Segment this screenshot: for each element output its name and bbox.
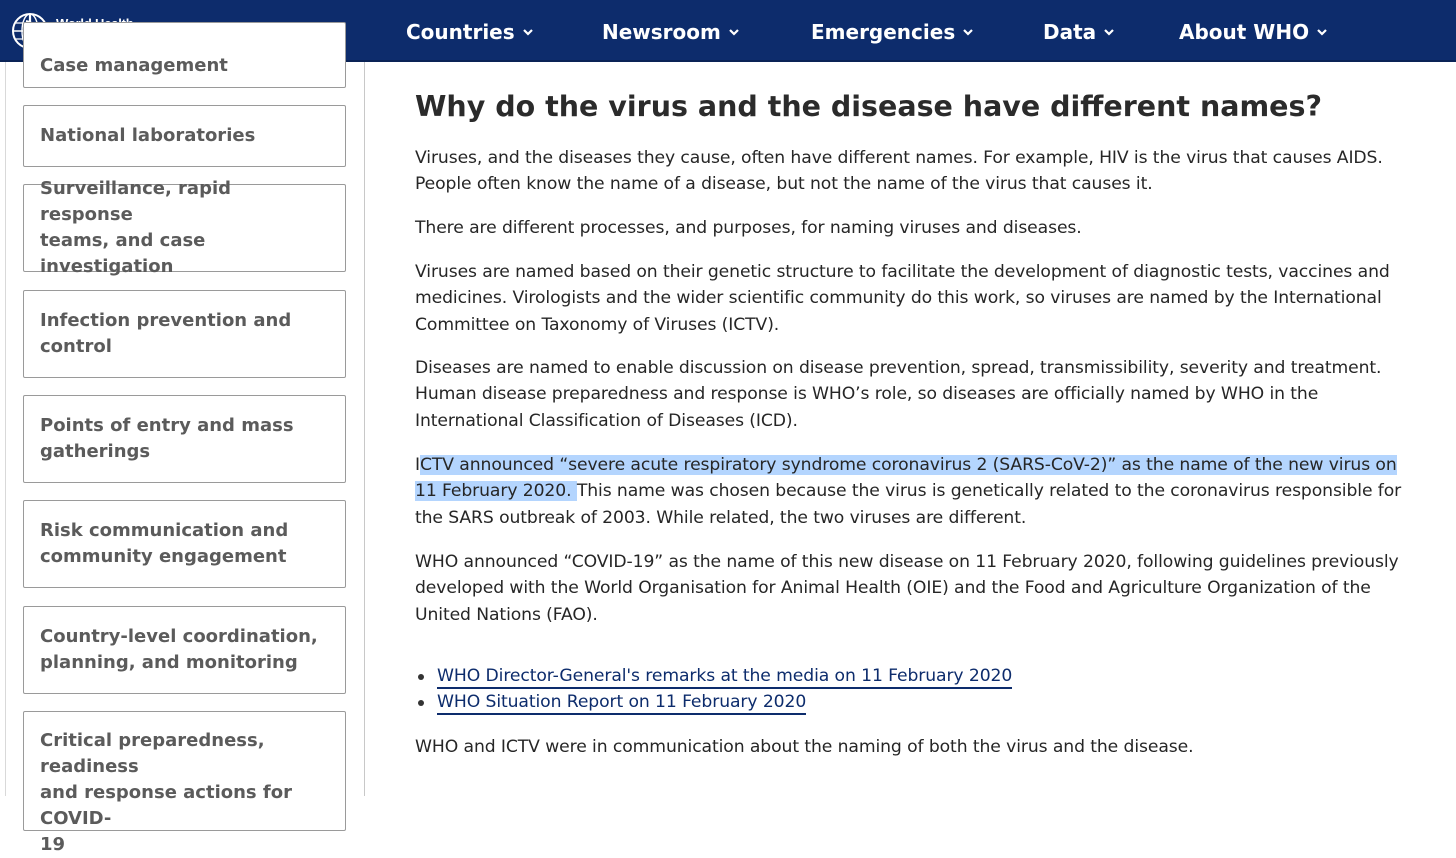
sidebar-item-label: Risk communication and: [40, 520, 289, 541]
nav-label: Newsroom: [602, 20, 721, 44]
nav-data[interactable]: [1043, 17, 1116, 47]
bullet-icon: [418, 700, 424, 706]
sidebar-item-label: control: [40, 336, 112, 357]
paragraph-5-start: I: [415, 455, 420, 475]
sidebar-item-country-coordination[interactable]: [23, 606, 346, 694]
sidebar: [0, 55, 365, 855]
sidebar-item-label: teams, and case investigation: [40, 230, 206, 277]
sidebar-item-text: [40, 413, 294, 465]
sidebar-item-label: Infection prevention and: [40, 310, 292, 331]
related-links-list: [415, 663, 1405, 715]
link-dg-remarks[interactable]: WHO Director-General's remarks at the media on 11 February 2020: [437, 666, 1012, 689]
sidebar-item-label: Points of entry and mass: [40, 415, 294, 436]
sidebar-item-label: gatherings: [40, 441, 151, 462]
nav-newsroom[interactable]: [602, 17, 741, 47]
selected-text-highlight[interactable]: CTV announced “severe acute respiratory syndrome coronavirus 2 (SARS-CoV-2)” as the name of the new virus on 11 February 2020.: [415, 455, 1397, 502]
chevron-down-icon: [1315, 25, 1329, 39]
nav-countries[interactable]: [406, 17, 535, 47]
sidebar-item-risk-communication[interactable]: [23, 500, 346, 588]
nav-about-who[interactable]: [1179, 17, 1329, 47]
sidebar-item-text: [40, 176, 329, 280]
nav-label: Emergencies: [811, 20, 956, 44]
nav-label: Countries: [406, 20, 515, 44]
sidebar-item-label: community engagement: [40, 546, 287, 567]
sidebar-item-infection-prevention[interactable]: [23, 290, 346, 378]
chevron-down-icon: [727, 25, 741, 39]
sidebar-item-label: Country-level coordination,: [40, 626, 318, 647]
sidebar-divider: [364, 62, 365, 796]
sidebar-item-case-management[interactable]: [23, 22, 346, 88]
sidebar-item-critical-preparedness[interactable]: [23, 711, 346, 855]
sidebar-item-text: [40, 308, 291, 360]
sidebar-item-national-laboratories[interactable]: [23, 105, 346, 167]
sidebar-item-surveillance[interactable]: [23, 178, 346, 277]
paragraph-1: Viruses, and the diseases they cause, often have different names. For example, HIV is the virus that causes AIDS. People often know the name of a disease, but not the name of the virus that causes it.: [415, 148, 1383, 195]
paragraph-5[interactable]: [415, 452, 1405, 531]
paragraph-2: There are different processes, and purposes, for naming viruses and diseases.: [415, 218, 1082, 238]
nav-label: Data: [1043, 20, 1097, 44]
paragraph-5-rest: This name was chosen because the virus is genetically related to the coronavirus responsible for the SARS outbreak of 2003. While related, the two viruses are different.: [415, 481, 1402, 528]
chevron-down-icon: [961, 25, 975, 39]
sidebar-item-label: Surveillance, rapid response: [40, 178, 232, 225]
chevron-down-icon: [1102, 25, 1116, 39]
paragraph-3: Viruses are named based on their genetic structure to facilitate the development of diagnostic tests, vaccines and medicines. Virologists and the wider scientific community do this work, so viruses are named by the International Committee on Taxonomy of Viruses (ICTV).: [415, 262, 1390, 335]
sidebar-item-label: Case management: [40, 55, 228, 76]
paragraph-7: WHO and ICTV were in communication about the naming of both the virus and the disease.: [415, 737, 1194, 757]
sidebar-item-points-of-entry[interactable]: [23, 395, 346, 483]
sidebar-item-text: [40, 624, 318, 676]
section-title: Why do the virus and the disease have different names?: [415, 90, 1322, 123]
link-situation-report[interactable]: WHO Situation Report on 11 February 2020: [437, 692, 806, 715]
sidebar-item-label: 19: [40, 834, 66, 855]
sidebar-item-label: National laboratories: [40, 125, 256, 146]
sidebar-item-text: [40, 518, 288, 570]
nav-label: About WHO: [1179, 20, 1310, 44]
chevron-down-icon: [521, 25, 535, 39]
paragraph-4: Diseases are named to enable discussion on disease prevention, spread, transmissibility, severity and treatment. Human disease preparedness and response is WHO’s role, so diseases are officially named by WHO in the International Classification of Diseases (ICD).: [415, 358, 1382, 431]
list-item: [415, 689, 1405, 715]
paragraph-6: WHO announced “COVID-19” as the name of this new disease on 11 February 2020, following guidelines previously developed with the World Organisation for Animal Health (OIE) and the Food and Agriculture Organization of the United Nations (FAO).: [415, 552, 1399, 625]
bullet-icon: [418, 674, 424, 680]
sidebar-item-text: [40, 728, 329, 858]
sidebar-item-label: planning, and monitoring: [40, 652, 298, 673]
sidebar-item-label: Critical preparedness, readiness: [40, 730, 265, 777]
sidebar-item-label: and response actions for COVID-: [40, 782, 292, 829]
nav-emergencies[interactable]: [811, 17, 975, 47]
list-item: [415, 663, 1405, 689]
